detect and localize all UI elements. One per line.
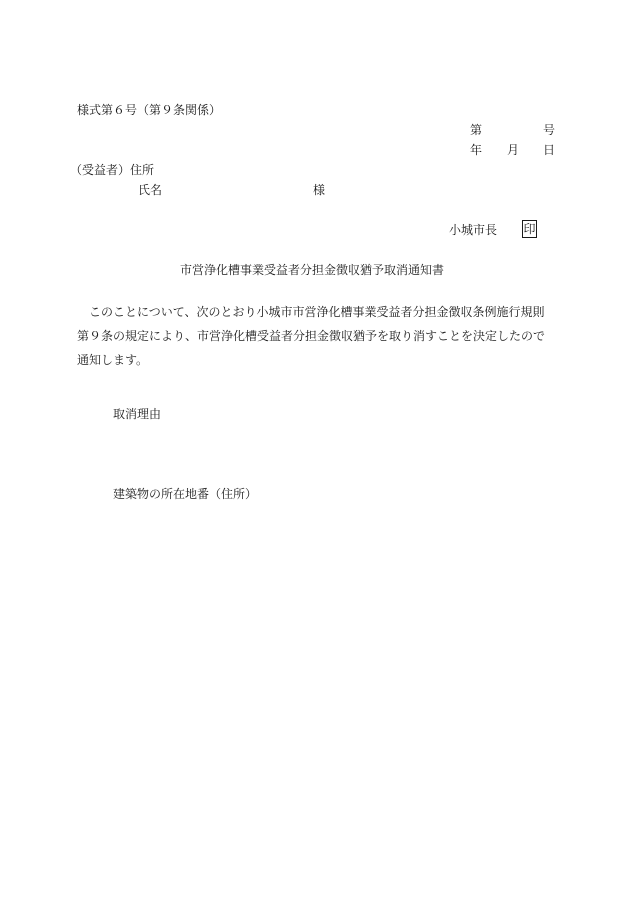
recipient-honorific: 様 bbox=[313, 183, 326, 197]
date-month-label: 月 bbox=[507, 143, 520, 157]
form-number: 様式第６号（第９条関係） bbox=[77, 103, 222, 117]
recipient-address-label: （受益者）住所 bbox=[70, 163, 155, 177]
document-number-prefix: 第 bbox=[470, 123, 483, 137]
body-line: 通知します。 bbox=[77, 353, 149, 367]
body-line: 第９条の規定により、市営浄化槽受益者分担金徴収猶予を取り消すことを決定したので bbox=[77, 329, 546, 343]
date-year-label: 年 bbox=[470, 143, 483, 157]
date-day-label: 日 bbox=[543, 143, 556, 157]
building-location-label: 建築物の所在地番（住所） bbox=[113, 487, 258, 501]
cancellation-reason-label: 取消理由 bbox=[113, 407, 162, 421]
recipient-name-label: 氏名 bbox=[138, 183, 163, 197]
document-title: 市営浄化槽事業受益者分担金徴収猶予取消通知書 bbox=[180, 263, 445, 277]
document-number-suffix: 号 bbox=[543, 123, 556, 137]
body-paragraph bbox=[77, 300, 557, 372]
seal-mark: 印 bbox=[523, 222, 536, 236]
issuer-title: 小城市長 bbox=[449, 223, 498, 237]
body-line: このことについて、次のとおり小城市市営浄化槽事業受益者分担金徴収条例施行規則 bbox=[89, 305, 545, 319]
